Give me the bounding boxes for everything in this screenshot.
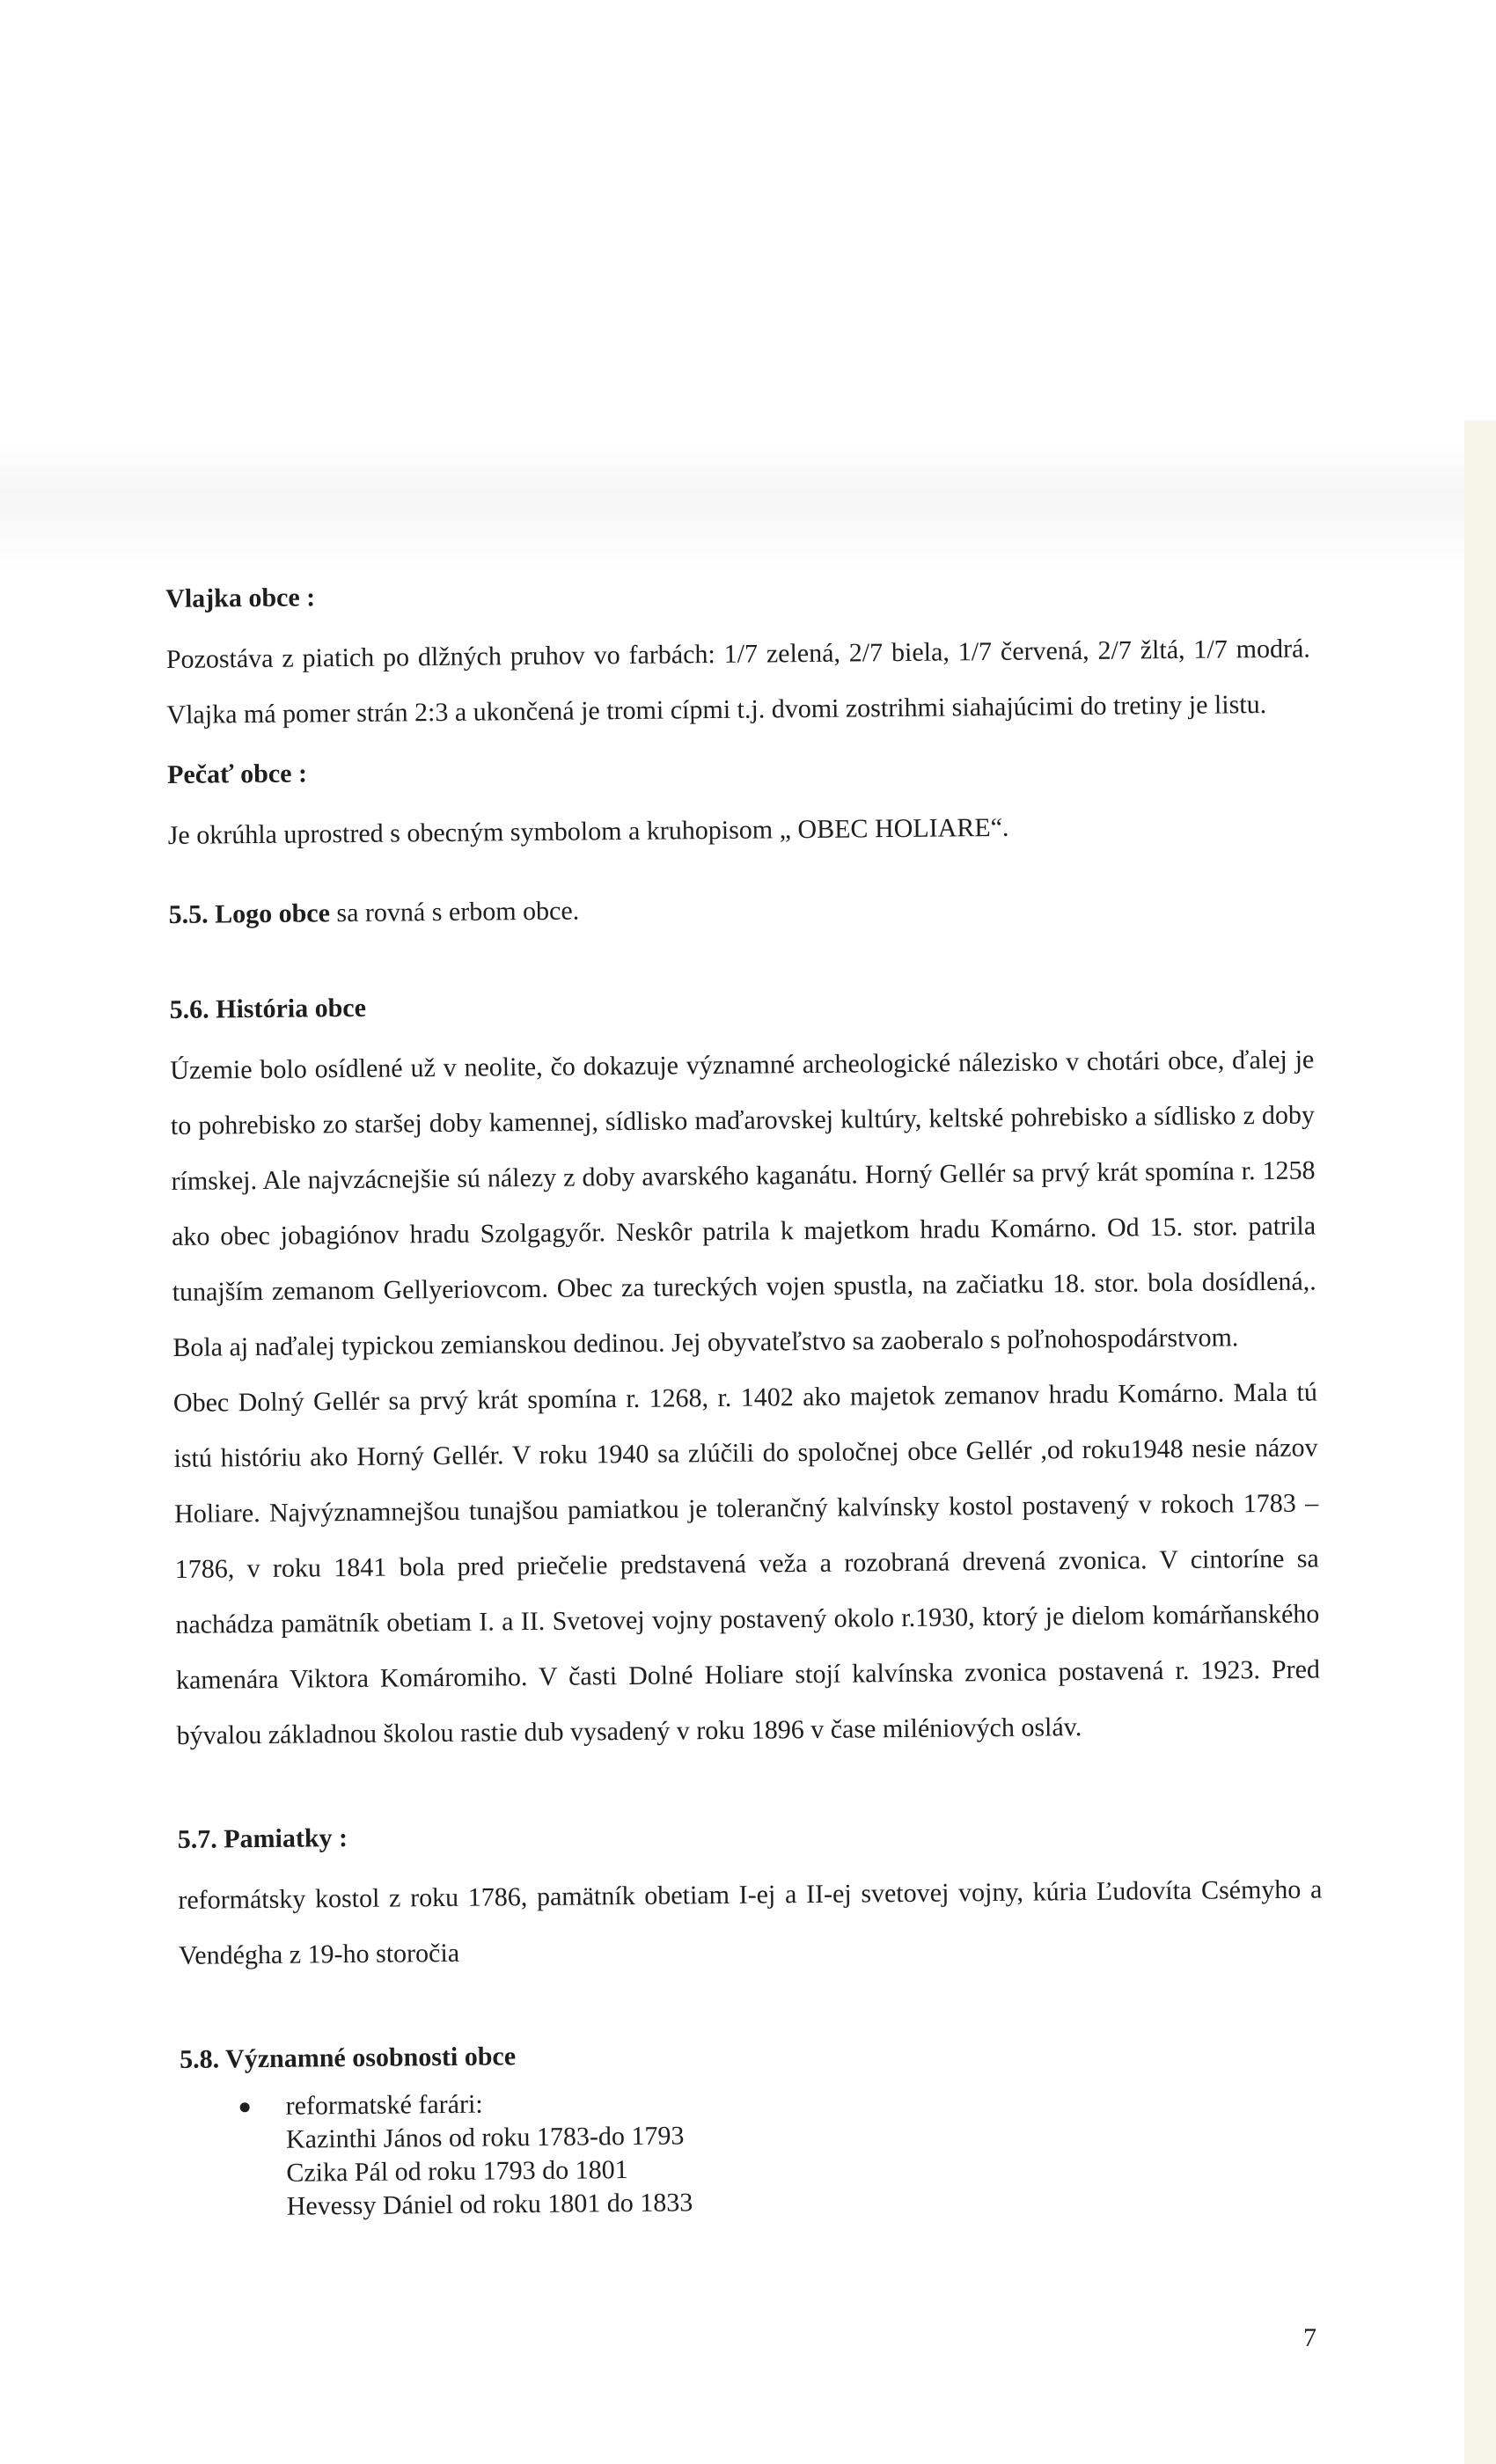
list-item: [285, 2079, 1324, 2223]
bullet-icon: [240, 2102, 250, 2112]
persons-item-label: reformatské farári:: [285, 2089, 483, 2121]
persons-list: [180, 2079, 1324, 2224]
history-heading: 5.6. História obce: [169, 993, 367, 1024]
persons-heading: 5.8. Významné osobnosti obce: [179, 2042, 517, 2074]
logo-heading: Logo obce: [214, 898, 331, 929]
flag-heading: Vlajka obce :: [165, 583, 316, 613]
logo-text: sa rovná s erbom obce.: [336, 896, 580, 928]
page-content: [165, 570, 1325, 2225]
persons-entry: Czika Pál od roku 1793 do 1801: [286, 2155, 628, 2188]
logo-number: 5.5.: [168, 899, 209, 929]
history-paragraph-2: Obec Dolný Gellér sa prvý krát spomína r. 1268, r. 1402 ako majetok zemanov hradu Komárno. Mala tú istú históriu ako Horný Gellér. V roku 1940 sa zlúčili do spoločnej obce Gellér ,od roku1948 nesie názov Holiare. Najvýznamnejšou tunajšou pamiatkou je tolerančný kalvínsky kostol postavený v rokoch 1783 – 1786, v roku 1841 bola pred priečelie predstavená veža a rozobraná drevená zvonica. V cintoríne sa nachádza pamätník obetiam I. a II. Svetovej vojny postavený okolo r.1930, ktorý je dielom komárňanského kamenára Viktora Komáromiho. V časti Dolné Holiare stojí kalvínska zvonica postavená r. 1923. Pred bývalou základnou školou rastie dub vysadený v roku 1896 v čase miléniových osláv.: [172, 1377, 1321, 1750]
persons-entry: Kazinthi János od roku 1783-do 1793: [285, 2121, 685, 2154]
seal-text: Je okrúhla uprostred s obecným symbolom a kruhopisom „ OBEC HOLIARE“.: [167, 812, 1009, 850]
scan-edge: [1464, 421, 1496, 2464]
monuments-text: reformátsky kostol z roku 1786, pamätník obetiam I-ej a II-ej svetovej vojny, kúria Ľudovíta Csémyho a Vendégha z 19-ho storočia: [178, 1874, 1323, 1970]
seal-heading: Pečať obce :: [166, 759, 308, 789]
persons-entry: Hevessy Dániel od roku 1801 do 1833: [286, 2188, 693, 2221]
page-number: 7: [1303, 2323, 1316, 2352]
flag-text: Pozostáva z piatich po dlžných pruhov vo farbách: 1/7 zelená, 2/7 biela, 1/7 červená, 2/7 žltá, 1/7 modrá. Vlajka má pomer strán 2:3 a ukončená je tromi cípmi t.j. dvomi zostrihmi siahajúcimi do tretiny je listu.: [165, 634, 1310, 730]
monuments-heading: 5.7. Pamiatky :: [177, 1823, 348, 1854]
history-paragraph-1: Územie bolo osídlené už v neolite, čo dokazuje významné archeologické nálezisko v chotári obce, ďalej je to pohrebisko zo staršej doby kamennej, sídlisko maďarovskej kultúry, keltské pohrebisko a sídlisko z doby rímskej. Ale najvzácnejšie sú nálezy z doby avarského kaganátu. Horný Gellér sa prvý krát spomína r. 1258 ako obec jobagiónov hradu Szolgagyőr. Neskôr patrila k majetkom hradu Komárno. Od 15. stor. patrila tunajším zemanom Gellyeriovcom. Obec za tureckých vojen spustla, na začiatku 18. stor. bola dosídlená,. Bola aj naďalej typickou zemianskou dedinou. Jej obyvateľstvo sa zaoberalo s poľnohospodárstvom.: [170, 1045, 1316, 1362]
scan-shade: [0, 440, 1464, 572]
